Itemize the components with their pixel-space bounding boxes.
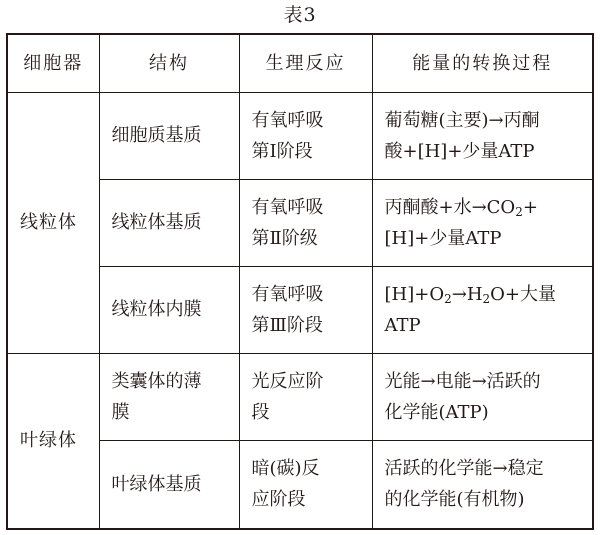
structure-cell — [99, 266, 239, 353]
structure-line: 线粒体内膜 — [111, 299, 202, 320]
header-row — [7, 34, 593, 92]
structure-cell — [99, 92, 239, 179]
reaction-line: 有氧呼吸 — [251, 196, 324, 218]
reaction-line: 第Ⅰ阶段 — [251, 140, 313, 162]
header-structure: 结构 — [99, 34, 239, 92]
structure-line: 膜 — [111, 401, 130, 423]
structure-cell — [99, 353, 239, 440]
reaction-line: 有氧呼吸 — [251, 109, 324, 131]
energy-line: 化学能(ATP) — [384, 401, 489, 423]
subscript: 2 — [482, 291, 491, 306]
structure-line: 线粒体基质 — [111, 212, 202, 233]
organelle-chloroplast: 叶绿体 — [7, 353, 99, 529]
reaction-cell — [239, 440, 372, 529]
reaction-line: 光反应阶 — [251, 370, 324, 392]
reaction-line: 段 — [251, 401, 270, 423]
structure-cell — [99, 440, 239, 529]
energy-cell — [372, 353, 593, 440]
energy-cell — [372, 440, 593, 529]
energy-line: 活跃的化学能→稳定 — [384, 458, 544, 480]
reaction-cell — [239, 353, 372, 440]
header-reaction: 生理反应 — [239, 34, 372, 92]
energy-line — [385, 192, 581, 223]
table-row — [7, 92, 593, 179]
energy-text: [H]+O — [384, 283, 445, 305]
header-energy-conversion: 能量的转换过程 — [372, 34, 593, 92]
energy-line — [385, 279, 581, 310]
structure-line: 叶绿体基质 — [111, 473, 202, 495]
organelle-energy-table — [6, 33, 594, 530]
reaction-cell — [239, 266, 372, 353]
organelle-mitochondria: 线粒体 — [7, 92, 99, 353]
reaction-cell — [239, 179, 372, 266]
reaction-line: 暗(碳)反 — [251, 458, 320, 480]
reaction-line: 应阶段 — [251, 489, 306, 511]
energy-line: 酸+[H]+少量ATP — [384, 140, 535, 162]
energy-cell — [372, 92, 593, 179]
structure-line: 细胞质基质 — [111, 125, 202, 146]
subscript: 2 — [515, 204, 523, 219]
reaction-line: 第Ⅱ阶级 — [251, 227, 318, 249]
structure-cell — [99, 179, 239, 266]
table-caption: 表3 — [283, 4, 317, 26]
structure-line: 类囊体的薄 — [111, 370, 202, 392]
reaction-line: 第Ⅲ阶段 — [251, 314, 323, 336]
reaction-line: 有氧呼吸 — [251, 283, 324, 305]
table-row — [7, 353, 593, 440]
energy-line: 葡萄糖(主要)→丙酮 — [384, 109, 540, 131]
energy-line: ATP — [384, 314, 421, 336]
energy-text: + — [522, 196, 538, 218]
header-organelle: 细胞器 — [7, 34, 99, 92]
energy-text: 丙酮酸+水→CO — [384, 196, 516, 218]
reaction-cell — [239, 92, 372, 179]
energy-text: O+大量 — [490, 283, 556, 305]
energy-line: 的化学能(有机物) — [384, 489, 525, 511]
subscript: 2 — [444, 291, 452, 306]
energy-line: [H]+少量ATP — [384, 227, 502, 249]
energy-cell — [372, 266, 593, 353]
energy-cell — [372, 179, 593, 266]
energy-line: 光能→电能→活跃的 — [384, 370, 541, 392]
energy-text: →H — [451, 283, 483, 305]
